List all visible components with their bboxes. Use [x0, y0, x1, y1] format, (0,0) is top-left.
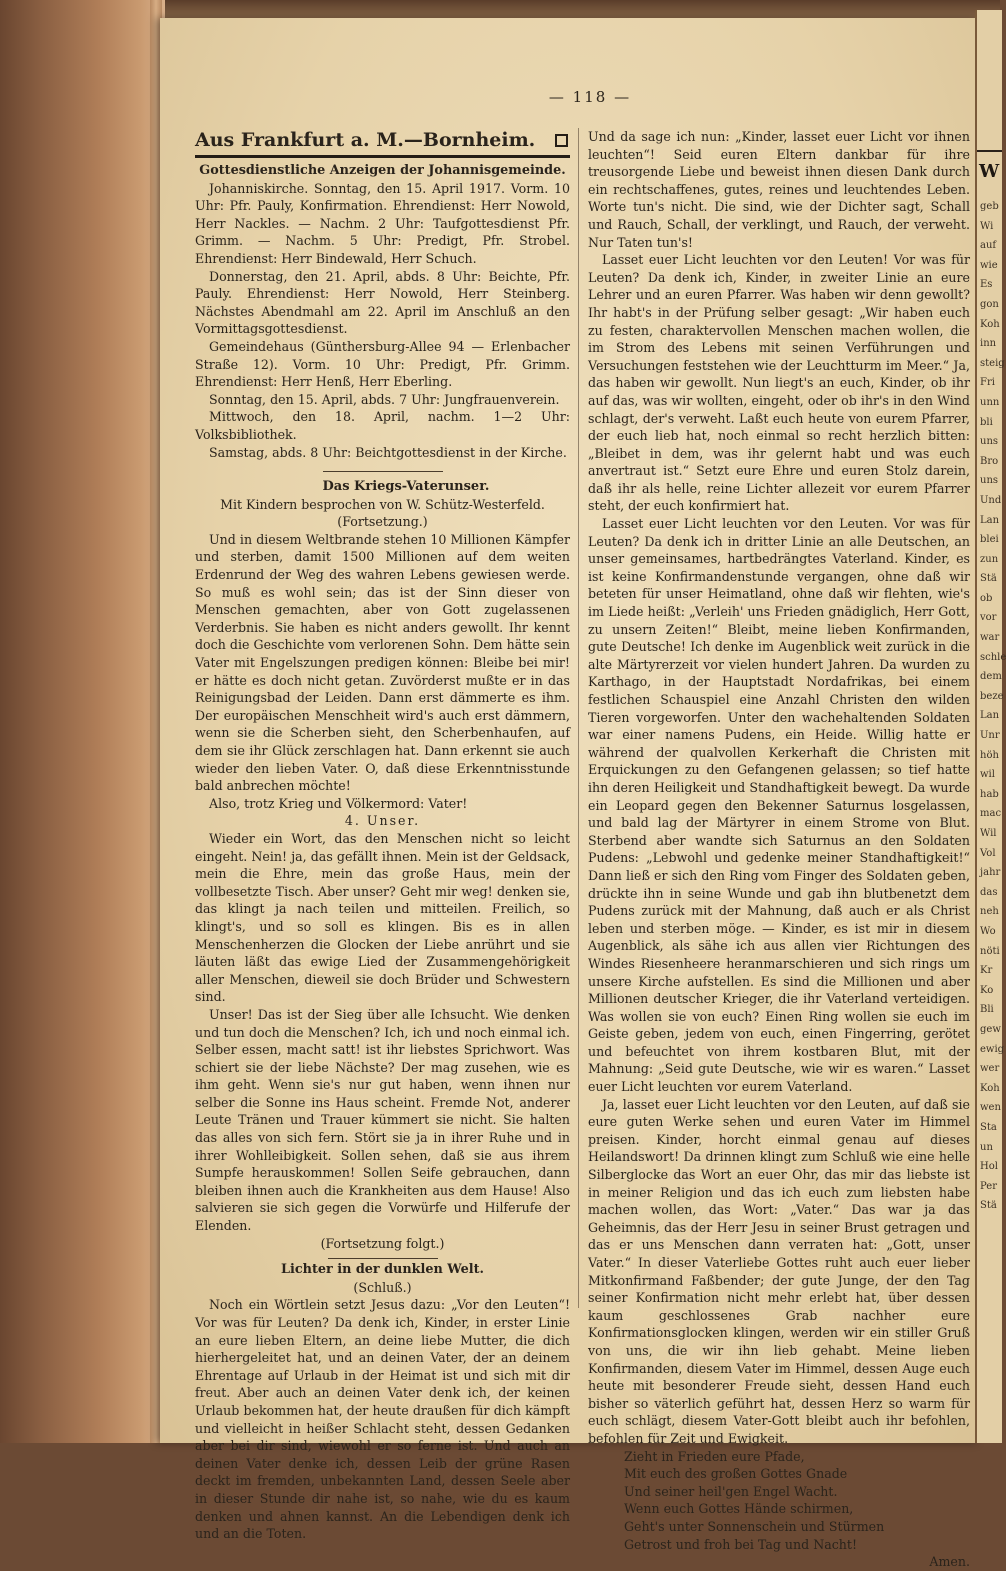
next-page-fragment: uns: [980, 475, 999, 487]
article-paragraph: Und da sage ich nun: „Kinder, lasset euer Licht vor ihnen leuchten“! Seid euren Eltern dankbar für ihre treusorgende Liebe und beweist ihnen diesen Dank durch ein rechtschaffenes, gutes, reines und leuchtendes Leben. Worte tun's nicht. Die sind, wie der Dichter sagt, Schall und Rauch, Schall, der verklingt, und Rauch, der verweht. Nur Taten tun's!: [588, 129, 970, 250]
article-paragraph: Also, trotz Krieg und Völkermord: Vater!: [209, 795, 468, 811]
verse-line: Zieht in Frieden eure Pfade,: [624, 1448, 805, 1464]
next-page-fragment: Es: [980, 279, 993, 291]
article-paragraph: Und in diesem Weltbrande stehen 10 Millionen Kämpfer und sterben, damit 1500 Millionen auf dem weiten Erdenrund der Weg des wahren Lebens gewiesen werde. So muß es wohl sein; das ist der Sinn dieser von Menschen gemachten, aber von Gott zugelassenen Verderbnis. Sie haben es nicht anders gewollt. Ihr kennt doch die Geschichte vom verlorenen Sohn. Dem hätte sein Vater mit Engelszungen predigen können: Bleibe bei mir! er hätte es doch nicht getan. Zuvörderst mußte er in das Reinigungsbad der Leiden. Dann erst dämmerte es ihm. Der europäischen Menschheit wird's auch erst dämmern, wenn sie die Scherben sieht, den Scherbenhaufen, auf dem sie ihr Glück zerschlagen hat. Dann erkennt sie auch wieder den lieben Vater. O, daß diese Erkenntnisstunde bald anbrechen möchte!: [195, 531, 570, 794]
announcement: Donnerstag, den 21. April, abds. 8 Uhr: Beichte, Pfr. Pauly. Ehrendienst: Herr Nowold, Herr Steinberg. Nächstes Abendmahl am 22. April im Anschluß an den Vormittagsgottesdienst.: [195, 268, 570, 337]
announcement: Samstag, abds. 8 Uhr: Beichtgottesdienst in der Kirche.: [209, 444, 567, 460]
article-point-heading: 4. Unser.: [344, 813, 421, 829]
closing-verse: [588, 1448, 970, 1554]
next-page-fragment: höh: [980, 749, 999, 761]
next-page-fragment: Sta: [980, 1121, 997, 1133]
next-page-fragment: mac: [980, 808, 1002, 820]
next-page-fragment: Lan: [980, 514, 1000, 526]
next-page-fragment: auf: [980, 240, 997, 252]
next-page-fragment: Unr: [980, 730, 1000, 742]
next-page-fragment: Bli: [980, 1004, 994, 1016]
next-page-fragment: Stä: [980, 573, 997, 585]
next-page-fragment: gew: [980, 1023, 1001, 1035]
next-page-fragment: Ko: [980, 984, 994, 996]
article-continuation-note: (Fortsetzung folgt.): [320, 1235, 445, 1251]
next-page-lines: [977, 197, 1006, 1216]
article-paragraph: Wieder ein Wort, das den Menschen nicht so leicht eingeht. Nein! ja, das gefällt ihnen. Mein ist der Geldsack, mein die Ehre, mein das große Haus, mein der vollbesetzte Tisch. Aber unser? Geht mir weg! denken sie, das klingt ja nach teilen und mitteilen. Freilich, so klingt's, und so soll es klingen. Bis es in allen Menschenherzen die Glocken der Liebe anrührt und sie läuten läßt das ewige Lied der Zusammengehörigkeit aller Menschen, dieweil sie doch Brüder und Schwestern sind.: [195, 830, 570, 1005]
next-page-fragment: war: [980, 632, 1000, 644]
verse-line: Wenn euch Gottes Hände schirmen,: [624, 1501, 854, 1517]
next-page-headline: W: [977, 150, 1002, 197]
next-page-fragment: gon: [980, 298, 999, 310]
next-page-fragment: Vol: [980, 847, 996, 859]
next-page-fragment: Wil: [980, 828, 997, 839]
article-paragraph: Lasset euer Licht leuchten vor den Leuten. Vor was für Leuten? Da denk ich in dritter Linie an alle Deutschen, an unser gemeinsames, hartbedrängtes Vaterland. Kinder, es ist keine Konfirmandenstunde vergangen, ohne daß wir beteten für unser Heimatland, ohne daß wir flehten, wie's im Liede heißt: „Verleih' uns Frieden gnädiglich, Herr Gott, zu unsern Zeiten!“ Bleibt, meine lieben Konfirmanden, gute Deutsche! Ich denke im Augenblick weit zurück in die alte Märtyrerzeit vor vielen hundert Jahren. Da wurden zu Karthago, in der Hauptstadt Nordafrikas, bei einem festlichen Schauspiel eine Anzahl Christen den wilden Tieren vorgeworfen. Unter den wachehaltenden Soldaten war einer namens Pudens, ein Heide. Willig hatte er während der qualvollen Kerkerhaft die Christen mit Erquickungen zu den Gefangenen gelassen; so tief hatte ihn deren Heiligkeit und Standhaftigkeit bewegt. Da wurde ein Leopard gegen den Bekenner Saturnus losgelassen, und bald lag der Märtyrer in einem Strome von Blut. Sterbend aber wandte sich Saturnus an den Soldaten Pudens: „Lebwohl und gedenke meiner Standhaftigkeit!“ Dann ließ er sich den Ring vom Finger des Soldaten geben, drückte ihn in seine Wunde und gab ihn blutbenetzt dem Pudens zurück mit der Mahnung, daß auch er als Christ leben und sterben möge. — Kinder, es ist mir in diesem Augenblick, als sähe ich aus allen vier Richtungen des Windes Riesenheere heranmarschieren und sich rings um unsere Kirche aufstellen. Es sind die Millionen und aber Millionen deutscher Krieger, die ihr Vaterland verteidigen. Was wollen sie von euch? Einen Ring wollen sie euch im Geiste geben, jedem von euch, einen Fingerring, gerötet und befeuchtet von ihrem kostbaren Blut, mit der Mahnung: „Seid gute Deutsche, wie wir es waren.“ Lasset euer Licht leuchten vor eurem Vaterland.: [588, 516, 970, 1095]
announcement: Johanniskirche. Sonntag, den 15. April 1917. Vorm. 10 Uhr: Pfr. Pauly, Konfirmation. Ehrendienst: Herr Nowold, Herr Nackles. — Nachm. 2 Uhr: Taufgottesdienst Pfr. Grimm. — Nachm. 5 Uhr: Predigt, Pfr. Strobel. Ehrendienst: Herr Bindewald, Herr Schuch.: [195, 180, 570, 266]
verse-line: Und seiner heil'gen Engel Wacht.: [624, 1483, 838, 1499]
next-page-fragment: inn: [980, 338, 997, 350]
book-binding: [0, 0, 165, 1443]
right-column: [588, 128, 970, 1571]
next-page-fragment: Bro: [980, 455, 999, 467]
next-page-fragment: wil: [980, 769, 995, 781]
next-page-fragment: wie: [980, 259, 998, 271]
next-page-fragment: Per: [980, 1180, 997, 1192]
next-page-fragment: Wi: [980, 220, 994, 232]
next-page-fragment: neh: [980, 906, 999, 918]
verse-line: Geht's unter Sonnenschein und Stürmen: [624, 1518, 885, 1534]
next-page-fragment: unn: [980, 396, 1000, 408]
next-page-fragment: Koh: [980, 318, 1000, 330]
next-page-fragment: Stä: [980, 1200, 997, 1212]
announcement: Mittwoch, den 18. April, nachm. 1—2 Uhr: Volksbibliothek.: [195, 409, 570, 442]
next-page-fragment: steig: [980, 357, 1005, 369]
next-page-fragment: Lan: [980, 710, 1000, 722]
next-page-fragment: Koh: [980, 1082, 1000, 1094]
next-page-fragment: uns: [980, 436, 999, 448]
article-paragraph: Ja, lasset euer Licht leuchten vor den Leuten, auf daß sie eure guten Werke sehen und euren Vater im Himmel preisen. Kinder, horcht einmal genau auf dieses Heilandswort! Da drinnen klingt zum Schluß wie eine helle Silberglocke das Wort an euer Ohr, das mir das liebste ist in meiner Religion und das ich euch zum liebsten habe machen wollen, das Wort: „Vater.“ Das war ja das Geheimnis, das der Herr Jesu in seiner Brust getragen und das er uns Menschen dann verraten hat: „Gott, unser Vater.“ In dieser Vaterliebe Gottes ruht auch euer lieber Mitkonfirmand Faßbender; der gute Junge, der den Tag seiner Konfirmation nicht mehr erlebt hat, über dessen kaum geschlossenes Grab nachher eure Konfirmationsglocken klingen, werden wir ein stiller Gruß von uns, die wir ihn lieb gehabt. Meine lieben Konfirmanden, diesem Vater im Himmel, dessen Auge euch heute mit besonderer Freude sieht, dessen Hand euch bisher so väterlich geführt hat, dessen Herz so warm für euch schlägt, diesem Vater-Gott bleibt auch ihr befohlen, befohlen für Zeit und Ewigkeit.: [588, 1096, 970, 1446]
verse-line: Mit euch des großen Gottes Gnade: [624, 1466, 848, 1482]
next-page-edge: [975, 10, 1006, 1443]
top-edge: [160, 0, 1000, 20]
next-page-fragment: geb: [980, 201, 999, 212]
next-page-fragment: ob: [980, 592, 993, 604]
article-paragraph: Lasset euer Licht leuchten vor den Leuten! Vor was für Leuten? Da denk ich, Kinder, in zweiter Linie an eure Lehrer und an euren Pfarrer. Was haben wir denn gewollt? Ihr habt's in der Prüfung selber gesagt: „Wir haben euch zu festen, charaktervollen Menschen machen wollen, die im Strom des Lebens mit seinen Verführungen und Versuchungen feststehen wie der Leuchtturm im Meer.“ Ja, das haben wir gewollt. Nun liegt's an euch, Kinder, ob ihr auf das, was wir wollten, eingeht, oder ob ihr's in den Wind schlagt, der's verweht. Laßt euch heute von eurem Pfarrer, der euch lieb hat, noch einmal so recht herzlich bitten: „Bleibet in dem, was ihr gelernt habt und was euch anvertraut ist.“ Setzt eure Ehre und euren Stolz darein, daß ihr als helle, reine Lichter allezeit vor eurem Pfarrer steht, der euch konfirmiert hat.: [588, 252, 970, 514]
next-page-fragment: ewig: [980, 1043, 1005, 1055]
next-page-fragment: bli: [980, 416, 993, 428]
next-page-fragment: Hol: [980, 1161, 998, 1173]
square-ornament-icon: [555, 134, 568, 147]
next-page-fragment: Wo: [980, 925, 996, 937]
next-page-fragment: wen: [980, 1102, 1001, 1114]
article-continuation-note: (Fortsetzung.): [337, 514, 428, 530]
article-title: Das Kriegs-Vaterunser.: [323, 471, 443, 496]
verse-line: Getrost und froh bei Tag und Nacht!: [624, 1536, 858, 1552]
next-page-fragment: Kr: [980, 965, 993, 977]
headline: [195, 128, 570, 158]
article-byline: Mit Kindern besprochen von W. Schütz-Westerfeld.: [220, 496, 545, 512]
next-page-fragment: vor: [980, 612, 997, 624]
article-paragraph: Noch ein Wörtlein setzt Jesus dazu: „Vor den Leuten“! Vor was für Leuten? Da denk ich, Kinder, in erster Linie an eure lieben Eltern, an deine liebe Mutter, die dich hierhergeleitet hat, und an deinen Vater, der an deinem Ehrentage auf Urlaub in der Heimat ist und sich mit dir freut. Aber auch an deinen Vater denk ich, der keinen Urlaub bekommen hat, der heute draußen für dich kämpft und vielleicht in heißer Schlacht steht, dessen Gedanken aber bei dir sind, wiewohl er so ferne ist. Und auch an deinen Vater denke ich, dessen Leib der grüne Rasen deckt im fremden, unbekannten Land, dessen Seele aber in dieser Stunde dir nahe ist, so nahe, wie du es kaum denken und ahnen kannst. An die Lebendigen denk ich und an die Toten.: [195, 1297, 570, 1542]
next-page-fragment: zun: [980, 553, 999, 565]
next-page-fragment: das: [980, 886, 998, 898]
next-page-fragment: Fri: [980, 377, 995, 389]
page-number: — 118 —: [548, 88, 632, 106]
next-page-fragment: hab: [980, 788, 999, 800]
headline-text: Aus Frankfurt a. M.—Bornheim.: [195, 129, 536, 151]
next-page-fragment: blei: [980, 534, 999, 546]
next-page-fragment: nöti: [980, 945, 1000, 957]
column-divider: [578, 128, 579, 1308]
next-page-fragment: jahr: [980, 867, 1001, 879]
announcement: Gemeindehaus (Günthersburg-Allee 94 — Erlenbacher Straße 12). Vorm. 10 Uhr: Predigt, Pfr. Grimm. Ehrendienst: Herr Henß, Herr Eberling.: [195, 338, 570, 390]
next-page-fragment: un: [980, 1141, 993, 1153]
closing-amen: Amen.: [929, 1554, 970, 1570]
section-divider: [328, 1258, 438, 1259]
article-paragraph: Unser! Das ist der Sieg über alle Ichsucht. Wie denken und tun doch die Menschen? Ich, ich und noch einmal ich. Selber essen, macht satt! ist ihr liebstes Sprichwort. Was schiert sie der liebe Nächste? Der mag zusehen, wie es ihm geht. Wenn sie's nur gut haben, wenn ihnen nur selber die Sonne ins Haus scheint. Fremde Not, anderer Leute Tränen und Trauer kümmert sie nicht. Sie halten das alles von sich fern. Stört sie ja in ihrer Ruhe und in ihrer Wohlleibigkeit. Sollen sehen, daß sie aus ihrem Sumpfe herauskommen! Sollen Seife gebrauchen, dann bleiben ihnen auch die Krankheiten aus dem Hause! Also salvieren sie sich gegen die Vorwürfe und Hilferufe der Elenden.: [195, 1006, 570, 1234]
next-page-fragment: dem: [980, 671, 1002, 683]
next-page-fragment: beze: [980, 690, 1004, 702]
announcement: Sonntag, den 15. April, abds. 7 Uhr: Jungfrauenverein.: [209, 391, 560, 407]
article-title: Lichter in der dunklen Welt.: [281, 1262, 484, 1278]
next-page-fragment: Und: [980, 494, 1002, 506]
article-continuation-note: (Schluß.): [353, 1279, 412, 1295]
next-page-fragment: wer: [980, 1063, 1000, 1075]
left-column: [195, 128, 570, 1543]
next-page-fragment: schle: [980, 651, 1006, 663]
announcements-heading: Gottesdienstliche Anzeigen der Johannisgemeinde.: [199, 163, 566, 178]
